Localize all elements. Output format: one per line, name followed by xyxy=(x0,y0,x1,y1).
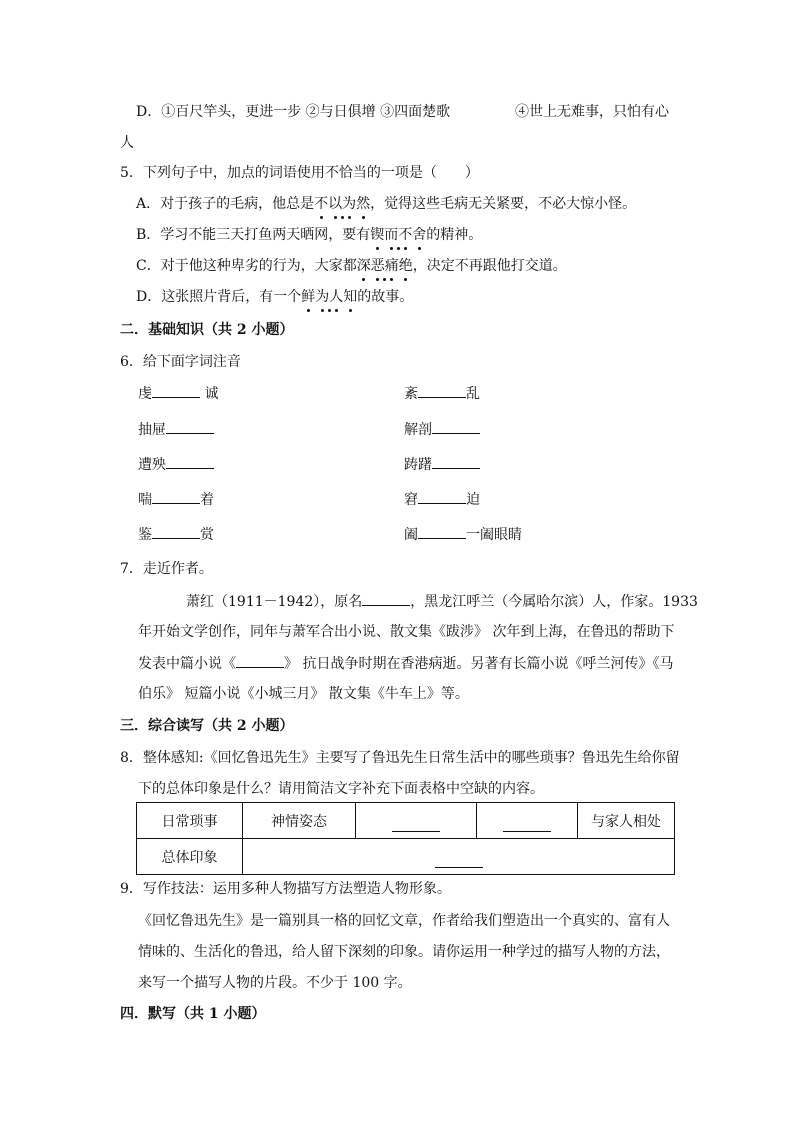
q6-left-item-3: 遭殃 xyxy=(138,454,214,475)
q6-right-item-3: 踌躇 xyxy=(404,454,480,475)
q9-line-4: 来写一个描写人物的片段。不少于 100 字。 xyxy=(138,975,412,991)
answer-blank[interactable] xyxy=(166,419,214,434)
table-cell: 神情姿态 xyxy=(243,803,356,839)
section-2-heading: 二．基础知识（共 2 小题） xyxy=(120,322,294,338)
q7-line-4: 伯乐》 短篇小说《小城三月》 散文集《牛车上》等。 xyxy=(138,686,469,702)
section-3-heading: 三．综合读写（共 2 小题） xyxy=(120,718,294,734)
emphasis-char: 锲 xyxy=(370,227,385,243)
q4-option-d-part4: ④世上无难事，只怕有心 xyxy=(515,104,669,120)
q6-left-item-2: 抽屉 xyxy=(138,419,214,440)
dotted-term xyxy=(301,289,357,305)
q8-line-1: 8．整体感知:《回忆鲁迅先生》主要写了鲁迅先生日常生活中的哪些琐事？鲁迅先生给你留 xyxy=(120,750,680,766)
q6-stem: 6．给下面字词注音 xyxy=(120,354,241,370)
emphasis-char: 人 xyxy=(329,289,344,305)
emphasis-char: 鲜 xyxy=(301,289,316,305)
answer-blank[interactable] xyxy=(432,419,480,434)
q9-line-2: 《回忆鲁迅先生》是一篇别具一格的回忆文章，作者给我们塑造出一个真实的、富有人 xyxy=(138,913,670,929)
emphasis-char: 知 xyxy=(343,289,358,305)
q5-stem: 5．下列句子中，加点的词语使用不恰当的一项是（ ） xyxy=(120,165,479,181)
q5-option-c: C．对于他这种卑劣的行为，大家都深恶痛绝，决定不再跟他打交道。 xyxy=(136,258,567,274)
dotted-term xyxy=(370,227,426,243)
q6-left-item-4: 喘 着 xyxy=(138,489,214,510)
q6-left-item-5: 鉴 赏 xyxy=(138,524,214,545)
answer-blank[interactable] xyxy=(152,383,200,398)
emphasis-char: 舍 xyxy=(412,227,427,243)
emphasis-char: 绝 xyxy=(398,258,413,274)
q6-left-item-1: 虔 诚 xyxy=(138,383,218,404)
table-cell-blank[interactable] xyxy=(243,839,675,875)
emphasis-char: 痛 xyxy=(384,258,399,274)
emphasis-char: 为 xyxy=(342,196,357,212)
answer-blank[interactable] xyxy=(236,653,284,668)
answer-blank[interactable] xyxy=(418,524,466,539)
table-row xyxy=(137,839,675,875)
q6-right-item-4: 窘 迫 xyxy=(404,489,480,510)
answer-blank[interactable] xyxy=(418,489,466,504)
q7-stem: 7．走近作者。 xyxy=(120,561,213,577)
answer-blank[interactable] xyxy=(152,524,200,539)
q4-option-d-cont: 人 xyxy=(120,135,134,151)
emphasis-char: 为 xyxy=(315,289,330,305)
table-cell-blank[interactable] xyxy=(477,803,578,839)
answer-blank[interactable] xyxy=(392,817,440,832)
q5-option-d: D．这张照片背后，有一个鲜为人知的故事。 xyxy=(136,289,414,305)
emphasis-char: 深 xyxy=(356,258,371,274)
answer-blank[interactable] xyxy=(418,383,466,398)
emphasis-char: 不 xyxy=(314,196,329,212)
answer-blank[interactable] xyxy=(152,489,200,504)
q5-option-b: B．学习不能三天打鱼两天晒网，要有锲而不舍的精神。 xyxy=(136,227,483,243)
q9-line-1: 9．写作技法：运用多种人物描写方法塑造人物形象。 xyxy=(120,881,451,897)
q6-right-item-1: 紊 乱 xyxy=(404,383,480,404)
q7-line-2: 年开始文学创作，同年与萧军合出小说、散文集《跋涉》 次年到上海，在鲁迅的帮助下 xyxy=(138,624,675,640)
emphasis-char: 恶 xyxy=(370,258,385,274)
emphasis-char: 不 xyxy=(398,227,413,243)
answer-blank[interactable] xyxy=(166,454,214,469)
answer-blank[interactable] xyxy=(435,853,483,868)
dotted-term xyxy=(314,196,370,212)
emphasis-char: 以 xyxy=(328,196,343,212)
table-row xyxy=(137,803,675,839)
emphasis-char: 然 xyxy=(356,196,371,212)
q5-option-a: A．对于孩子的毛病，他总是不以为然，觉得这些毛病无关紧要，不必大惊小怪。 xyxy=(136,196,637,212)
answer-blank[interactable] xyxy=(362,591,410,606)
table-cell: 与家人相处 xyxy=(578,803,675,839)
table-cell-label: 总体印象 xyxy=(137,839,243,875)
answer-blank[interactable] xyxy=(432,454,480,469)
q8-line-2: 下的总体印象是什么？请用简洁文字补充下面表格中空缺的内容。 xyxy=(138,781,544,797)
emphasis-char: 而 xyxy=(384,227,399,243)
q6-right-item-5: 阖 一阖眼睛 xyxy=(404,524,522,545)
answer-blank[interactable] xyxy=(503,817,551,832)
q7-line-1: 萧红（1911－1942），原名 ，黑龙江呼兰（今属哈尔滨）人，作家。1933 xyxy=(186,591,698,612)
q4-option-d: D．①百尺竿头，更进一步 ②与日俱增 ③四面楚歌 xyxy=(136,104,451,120)
dotted-term xyxy=(357,258,413,274)
q7-line-3: 发表中篇小说《 》 抗日战争时期在香港病逝。另著有长篇小说《呼兰河传》《马 xyxy=(138,653,673,674)
q9-line-3: 情味的、生活化的鲁迅，给人留下深刻的印象。请你运用一种学过的描写人物的方法， xyxy=(138,944,670,960)
section-4-heading: 四．默写（共 1 小题） xyxy=(120,1006,266,1022)
q6-right-item-2: 解剖 xyxy=(404,419,480,440)
table-cell-blank[interactable] xyxy=(356,803,477,839)
q8-table xyxy=(136,802,675,875)
table-cell-label: 日常琐事 xyxy=(137,803,243,839)
